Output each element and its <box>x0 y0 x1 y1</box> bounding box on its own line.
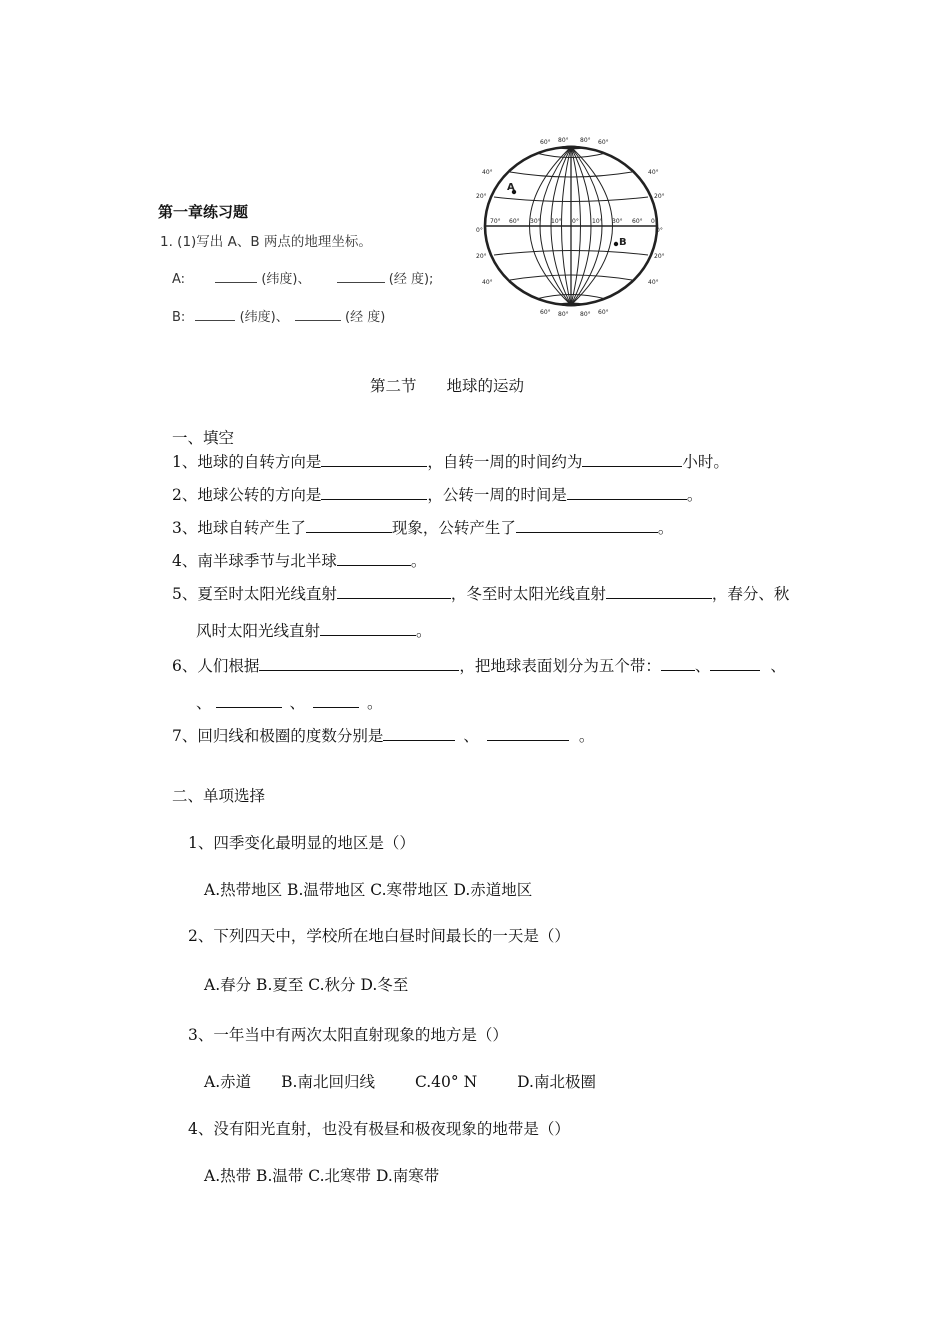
fill-q6 <box>172 656 786 676</box>
fill-q2-text-c: 。 <box>686 486 703 504</box>
fill-q4-text-b: 。 <box>410 552 427 570</box>
fill-q5-blank-2[interactable] <box>606 584 712 599</box>
fill-q3-text-b: 现象，公转产生了 <box>391 519 516 537</box>
fill-q7-text-a: 7、回归线和极圈的度数分别是 <box>172 727 384 745</box>
fill-q2-text-b: ，公转一周的时间是 <box>427 486 567 504</box>
fill-q6-blank-2[interactable] <box>661 656 695 671</box>
fill-q1 <box>172 452 729 472</box>
point-b-marker <box>614 242 618 246</box>
top-label-3: 60° <box>598 139 609 146</box>
fill-q1-blank-2[interactable] <box>582 452 682 467</box>
point-b-label: B <box>619 237 627 248</box>
point-a-label: A <box>507 182 515 193</box>
eq-label-2: 30° <box>530 218 541 225</box>
fill-q6-blank-3[interactable] <box>710 656 760 671</box>
fill-q7-text-b: 、 <box>463 727 479 745</box>
bottom-label-3: 60° <box>598 309 609 316</box>
choice-q2-options: A.春分 B.夏至 C.秋分 D.冬至 <box>204 976 409 994</box>
fill-q2-text-a: 2、地球公转的方向是 <box>172 486 322 504</box>
fill-q5-text-c: ，春分、秋 <box>711 585 790 603</box>
fill-q6-blank-5[interactable] <box>313 693 359 708</box>
fill-q7-text-c: 。 <box>578 727 595 745</box>
row-a <box>172 268 433 287</box>
choice-q4-options: A.热带 B.温带 C.北寒带 D.南寒带 <box>204 1167 440 1185</box>
fill-q4-text-a: 4、南半球季节与北半球 <box>172 552 337 570</box>
section-title <box>370 376 524 396</box>
lon-blank-a[interactable] <box>337 270 385 283</box>
fill-q5-text-d: 风时太阳光线直射 <box>196 622 321 640</box>
section-number: 第二节 <box>370 377 417 395</box>
fill-q3-blank-2[interactable] <box>516 518 658 533</box>
lat-left-4: 40° <box>482 279 493 286</box>
lat-left-3: 20° <box>476 253 487 260</box>
exercise-question: 1. (1)写出 A、B 两点的地理坐标。 <box>160 234 372 250</box>
choice-q3-option-d[interactable]: D.南北极圈 <box>517 1073 596 1091</box>
globe-grid-figure <box>476 136 666 318</box>
row-a-label: A: <box>172 272 186 287</box>
eq-label-4: 0° <box>572 218 579 225</box>
lat-left-2: 0° <box>476 227 483 234</box>
lat-left-0: 40° <box>482 169 493 176</box>
bottom-label-1: 80° <box>558 311 569 318</box>
fill-q7 <box>172 726 594 746</box>
choice-q3-option-b[interactable]: B.南北回归线 <box>281 1073 375 1091</box>
fill-q5-text-e: 。 <box>416 622 432 640</box>
lat-right-4: 40° <box>648 279 659 286</box>
fill-q6-text-g: 。 <box>367 694 383 712</box>
choice-q1: 1、四季变化最明显的地区是（） <box>188 834 415 852</box>
row-a-lat-label: (纬度)、 <box>261 272 311 287</box>
choice-heading: 二、单项选择 <box>172 787 266 805</box>
choice-q3-option-c[interactable]: C.40° N <box>414 1073 478 1091</box>
fill-q7-blank-2[interactable] <box>487 726 569 741</box>
fill-q2-blank-2[interactable] <box>567 485 687 500</box>
fill-q6-text-b: ，把地球表面划分为五个带： <box>459 657 661 675</box>
fill-q6-text-e: 、 <box>196 694 212 712</box>
choice-q3-options <box>204 1072 596 1092</box>
row-b <box>172 306 385 325</box>
row-a-lon-label: (经 度); <box>388 272 434 287</box>
fill-q1-text-a: 1、地球的自转方向是 <box>172 453 322 471</box>
choice-q2: 2、下列四天中，学校所在地白昼时间最长的一天是（） <box>188 927 570 945</box>
eq-label-0: 70° <box>490 218 501 225</box>
row-b-label: B: <box>172 310 186 325</box>
fill-q5-blank-1[interactable] <box>337 584 451 599</box>
fill-q1-blank-1[interactable] <box>321 452 427 467</box>
fill-q5-cont <box>196 621 432 641</box>
row-b-lat-label: (纬度)、 <box>239 310 289 325</box>
fill-heading: 一、填空 <box>172 429 235 447</box>
lat-blank-b[interactable] <box>195 308 235 321</box>
choice-q3: 3、一年当中有两次太阳直射现象的地方是（） <box>188 1026 508 1044</box>
fill-q1-text-c: 小时。 <box>682 453 729 471</box>
eq-label-8: 0° <box>651 218 658 225</box>
top-label-1: 80° <box>558 137 569 144</box>
fill-q6-text-a: 6、人们根据 <box>172 657 260 675</box>
choice-q3-option-a[interactable]: A.赤道 <box>204 1073 252 1091</box>
exercise-title: 第一章练习题 <box>158 203 249 221</box>
eq-label-3: 10° <box>551 218 562 225</box>
section-name: 地球的运动 <box>446 377 525 395</box>
fill-q6-text-f: 、 <box>289 694 306 712</box>
fill-q3 <box>172 518 673 538</box>
eq-label-5: 10° <box>592 218 603 225</box>
fill-q2-blank-1[interactable] <box>321 485 427 500</box>
bottom-label-0: 60° <box>540 309 551 316</box>
fill-q3-text-c: 。 <box>657 519 674 537</box>
top-label-2: 80° <box>580 137 591 144</box>
fill-q6-cont <box>196 693 383 713</box>
row-b-lon-label: (经 度) <box>345 310 386 325</box>
lat-right-0: 40° <box>648 169 659 176</box>
lat-right-1: 20° <box>654 193 665 200</box>
fill-q6-blank-4[interactable] <box>216 693 282 708</box>
fill-q6-text-d: 、 <box>770 657 786 675</box>
fill-q5-text-a: 5、夏至时太阳光线直射 <box>172 585 337 603</box>
fill-q2 <box>172 485 702 505</box>
eq-label-6: 30° <box>612 218 623 225</box>
lat-blank-a[interactable] <box>215 270 257 283</box>
fill-q5-text-b: ，冬至时太阳光线直射 <box>450 585 606 603</box>
fill-q7-blank-1[interactable] <box>383 726 455 741</box>
eq-label-7: 60° <box>632 218 643 225</box>
fill-q3-blank-1[interactable] <box>306 518 392 533</box>
fill-q4-blank-1[interactable] <box>337 551 411 566</box>
lon-blank-b[interactable] <box>295 308 341 321</box>
lat-right-2: 0° <box>656 227 663 234</box>
choice-q4: 4、没有阳光直射，也没有极昼和极夜现象的地带是（） <box>188 1120 570 1138</box>
fill-q6-text-c: 、 <box>694 657 711 675</box>
top-label-0: 60° <box>540 139 551 146</box>
fill-q4 <box>172 551 426 571</box>
eq-label-1: 60° <box>509 218 520 225</box>
lat-right-3: 20° <box>654 253 665 260</box>
fill-q5 <box>172 584 789 604</box>
lat-left-1: 20° <box>476 193 487 200</box>
bottom-label-2: 80° <box>580 311 591 318</box>
fill-q1-text-b: ，自转一周的时间约为 <box>427 453 583 471</box>
fill-q3-text-a: 3、地球自转产生了 <box>172 519 306 537</box>
fill-q5-blank-3[interactable] <box>320 621 416 636</box>
fill-q6-blank-1[interactable] <box>259 656 459 671</box>
choice-q1-options: A.热带地区 B.温带地区 C.寒带地区 D.赤道地区 <box>204 881 533 899</box>
